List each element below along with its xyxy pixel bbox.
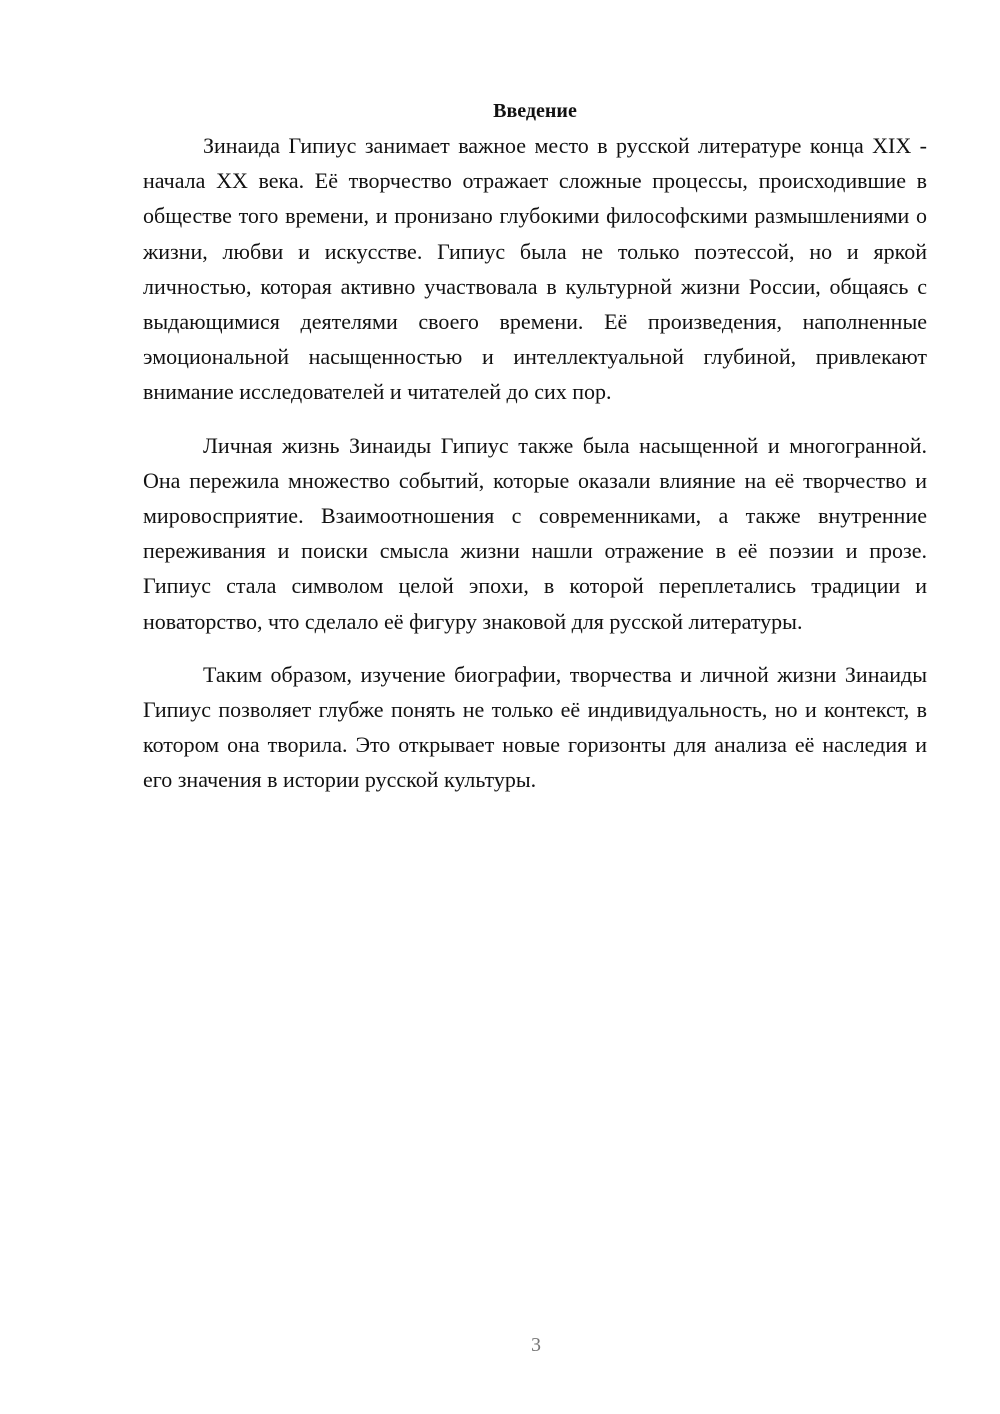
page-number: 3 [531, 1334, 541, 1356]
paragraph-2: Личная жизнь Зинаиды Гипиус также была насыщенной и многогранной. Она пережила множество событий, которые оказали влияние на её творчество и мировосприятие. Взаимоотношения с современниками, а также внутренние переживания и поиски смысла жизни нашли отражение в её поэзии и прозе. Гипиус стала символом целой эпохи, в которой переплетались традиции и новаторство, что сделало её фигуру знаковой для русской литературы. [143, 432, 927, 634]
paragraph-1: Зинаида Гипиус занимает важное место в русской литературе конца XIX - начала XX века. Её творчество отражает сложные процессы, происходившие в обществе того времени, и пронизано глубокими философскими размышлениями о жизни, любви и искусстве. Гипиус была не только поэтессой, но и яркой личностью, которая активно участвовала в культурной жизни России, общаясь с выдающимися деятелями своего времени. Её произведения, наполненные эмоциональной насыщенностью и интеллектуальной глубиной, привлекают внимание исследователей и читателей до сих пор. [143, 133, 927, 405]
paragraph-3: Таким образом, изучение биографии, творчества и личной жизни Зинаиды Гипиус позволяет глубже понять не только её индивидуальность, но и контекст, в котором она творила. Это открывает новые горизонты для анализа её наследия и его значения в истории русской культуры. [143, 661, 927, 793]
page-content [143, 96, 927, 816]
section-title: Введение [493, 100, 577, 122]
